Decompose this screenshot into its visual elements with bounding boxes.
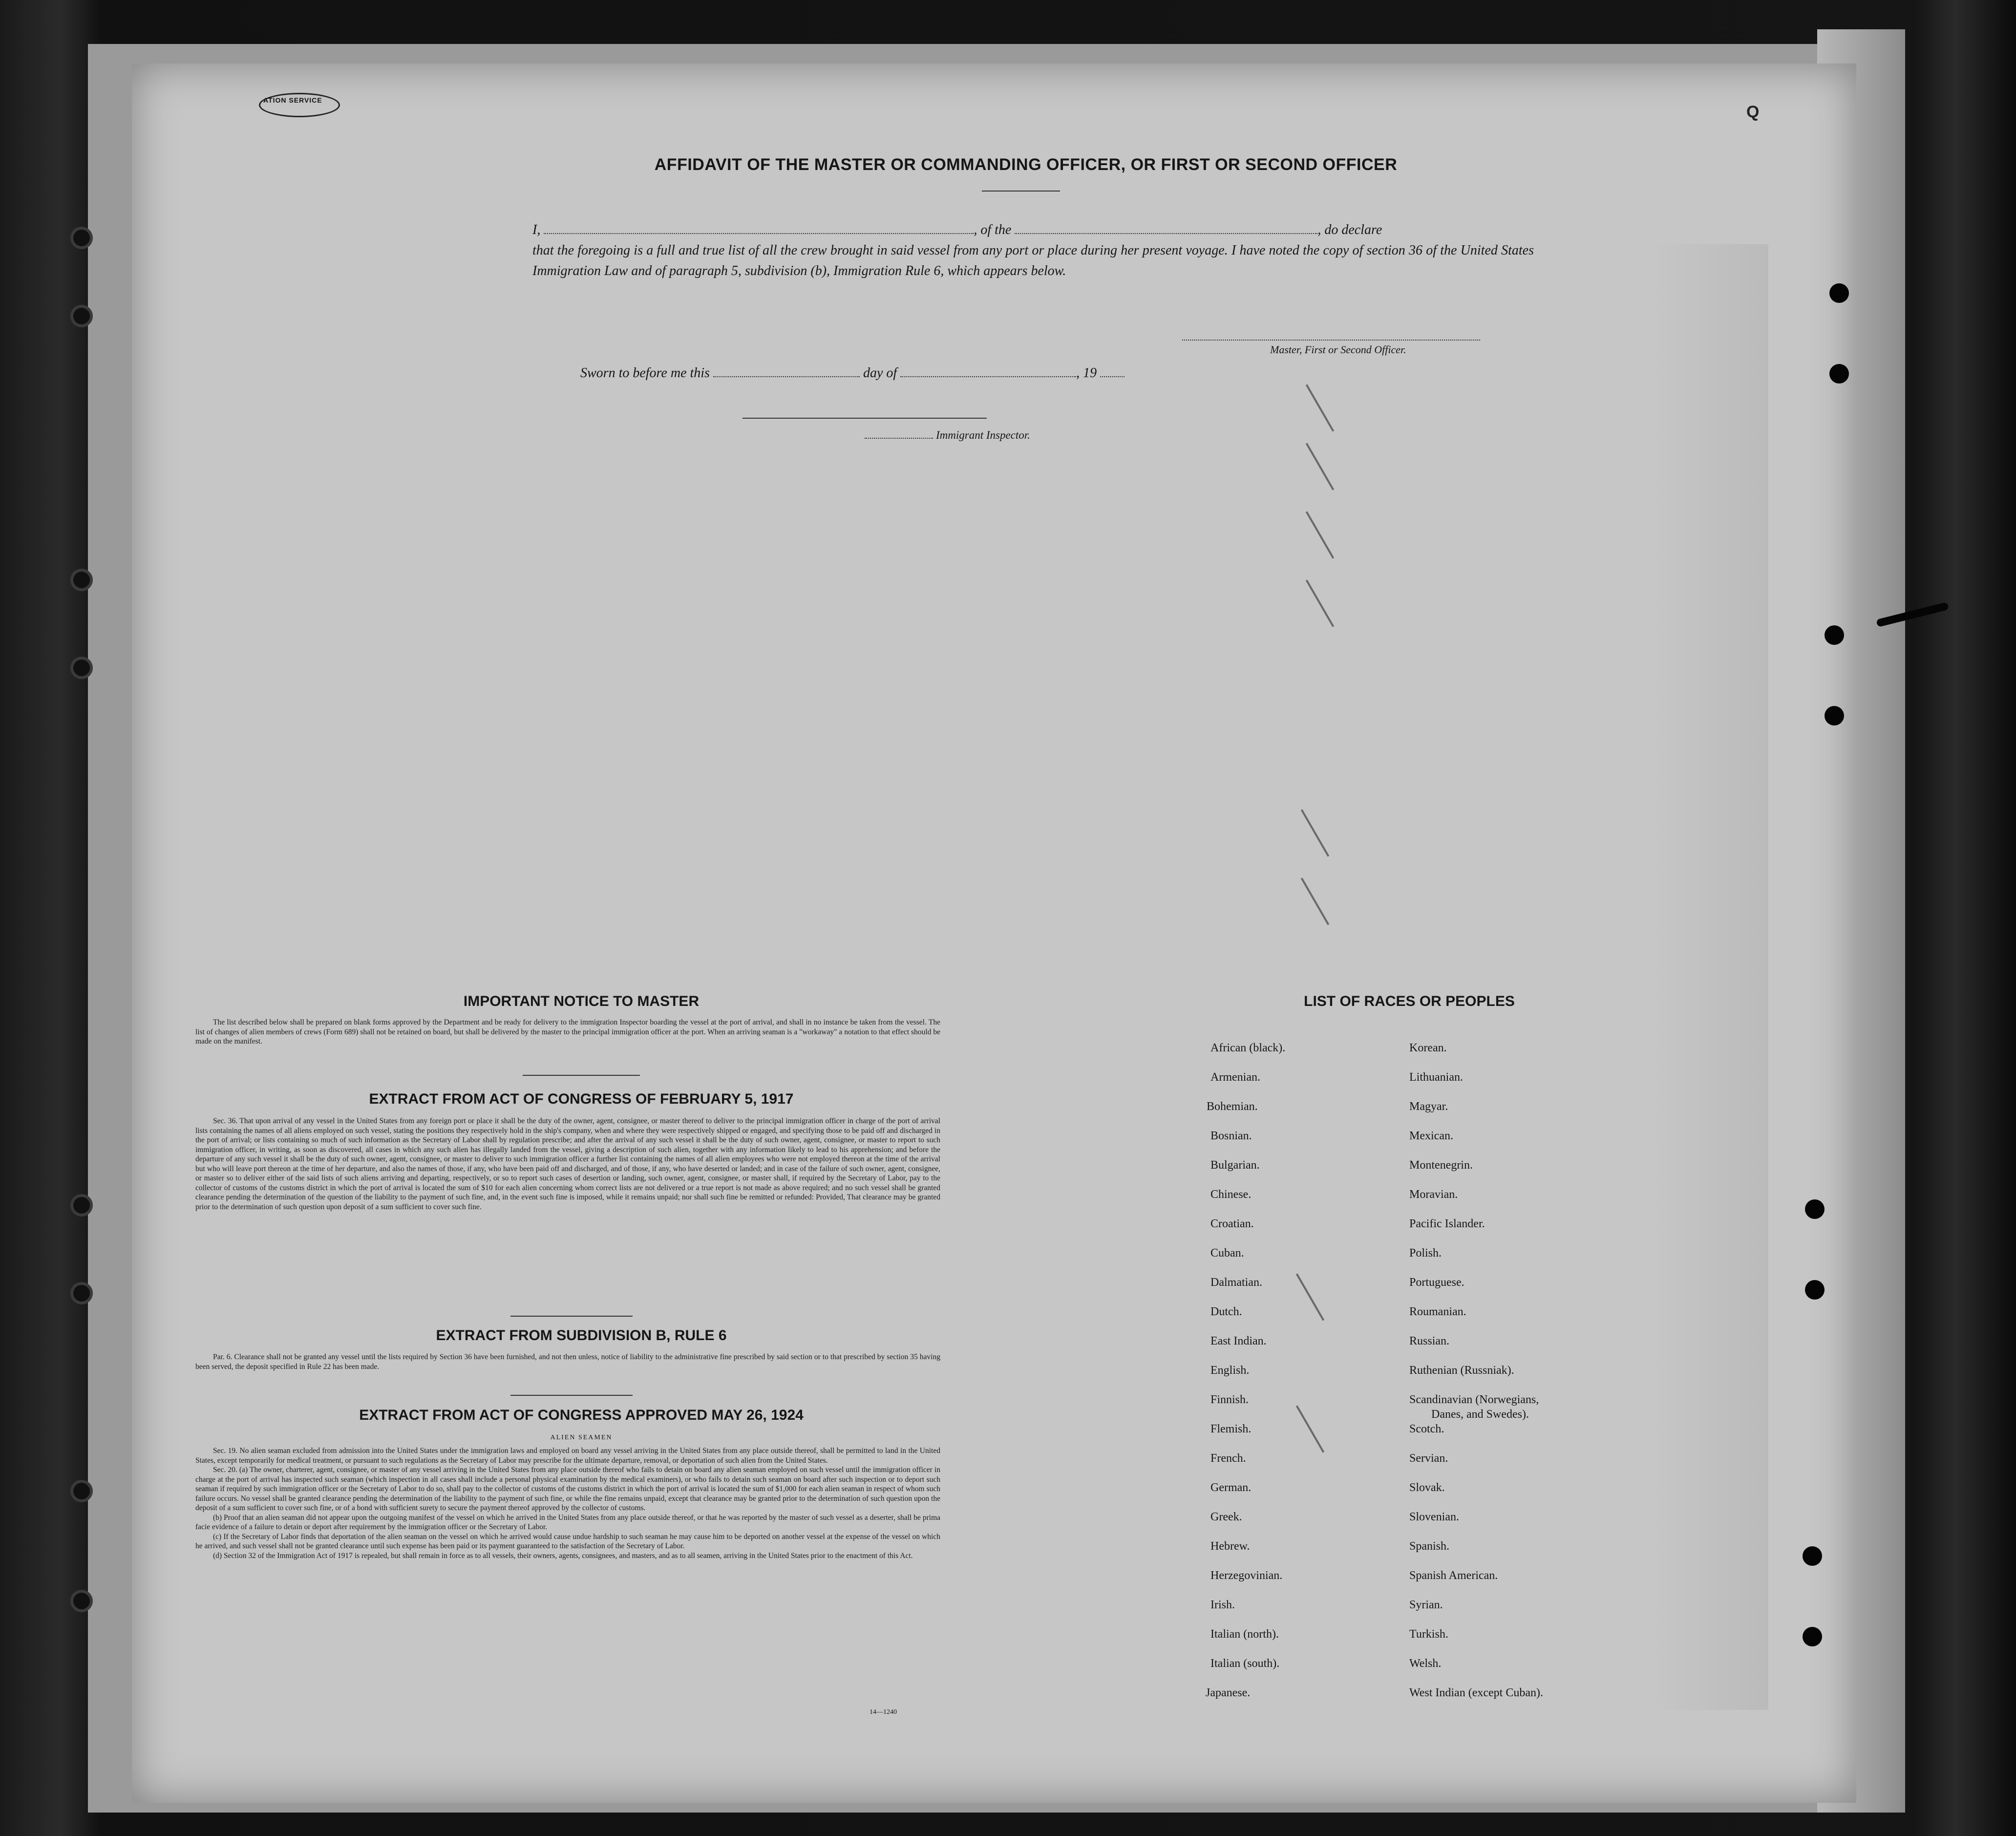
sec-20a-paragraph: Sec. 20. (a) The owner, charterer, agent, consignee, or master of any vessel arriving in the United States from any place outside thereof who fails to detain on board any alien seaman employed on such vessel until the immigration officer in charge at the port of arrival has inspected such seaman (which inspection in all cases shall include a personal physical examination by the medical examiners), or who fails to detain such seaman on board after such inspection or to deport such seaman if required by such immigration officer or the Secretary of Labor to do so, shall pay to the collector of customs of the customs district in which the port of arrival is located the sum of $1,000 for each alien seaman in respect of whom such failure occurs. No vessel shall be granted clearance pending the determination of the liability to the payment of such fine, or while the fine remains unpaid, except that clearance may be granted prior to the determination of such question upon the deposit of a sum sufficient to cover such fine, or of a bond with sufficient surety to secure the payment thereof approved by the collector of customs. (195, 1466, 940, 1512)
race-item: Italian (north). (1210, 1628, 1279, 1641)
affidavit-title: AFFIDAVIT OF THE MASTER OR COMMANDING OFFICER, OR FIRST OR SECOND OFFICER (654, 155, 1398, 174)
extract-1924-text (195, 1446, 940, 1560)
punch-hole (1829, 364, 1849, 384)
sec-19-paragraph: Sec. 19. No alien seaman excluded from admission into the United States under the immigration laws and employed on board any vessel arriving in the United States from any place outside thereof, shall be permitted to land in the United States, except temporarily for medical treatment, or pursuant to such regulations as the Secretary of Labor may prescribe for the ultimate departure, removal, or deportation of such alien from the United States. (195, 1447, 940, 1465)
extract-1924-title: EXTRACT FROM ACT OF CONGRESS APPROVED MAY 26, 1924 (359, 1407, 804, 1423)
punch-hole (1825, 706, 1844, 726)
race-item: Italian (south). (1210, 1657, 1280, 1670)
sec-20b-paragraph: (b) Proof that an alien seaman did not appear upon the outgoing manifest of the vessel on which he arrived in the United States from any place outside thereof, or that he was reported by the master of such vessel as a deserter, shall be prima facie evidence of a failure to detain or deport after requirement by the immigration officer or the Secretary of Labor. (195, 1513, 940, 1531)
race-item: African (black). (1210, 1042, 1286, 1054)
extract-1917-text (195, 1116, 940, 1212)
binder-hole (73, 1197, 90, 1214)
notice-title: IMPORTANT NOTICE TO MASTER (463, 993, 700, 1009)
signature-caption: Master, First or Second Officer. (1270, 343, 1406, 356)
sworn-label: Sworn to before me this (580, 365, 710, 381)
race-item: French. (1210, 1452, 1246, 1465)
race-item: Spanish. (1409, 1540, 1450, 1553)
race-item: Dalmatian. (1210, 1276, 1262, 1289)
race-item: Magyar. (1409, 1100, 1448, 1113)
affidavit-line-1 (532, 220, 1534, 240)
bleed-through-column (1651, 244, 1768, 1710)
affidavit-i-label: I, (532, 222, 541, 237)
inspector-caption (865, 429, 1030, 442)
affidavit-of-the-label: , of the (974, 222, 1012, 237)
inspector-signature-field[interactable] (743, 418, 987, 419)
race-item: Pacific Islander. (1409, 1217, 1485, 1230)
race-item: Armenian. (1210, 1071, 1260, 1084)
race-item: Korean. (1409, 1042, 1447, 1054)
binder-hole (73, 308, 90, 324)
section-rule (510, 1316, 633, 1317)
section-36-paragraph: Sec. 36. That upon arrival of any vessel in the United States from any foreign port or place it shall be the duty of the owner, agent, consignee, or master thereof to deliver to the principal immigration officer in charge of the port of arrival lists containing the names of all aliens employed on such vessel, stating the positions they respectively hold in the ship's company, when and where they were respectively shipped or engaged, and specifying those to be paid off and discharged in the port of arrival; or lists containing so much of such information as the Secretary of Labor shall by regulation prescribe; and after the arrival of any such vessel it shall be the duty of such owner, agent, consignee, or master to report to such immigration officer, in writing, as soon as discovered, all cases in which any such alien has illegally landed from the vessel, giving a description of such alien, together with any information likely to lead to his apprehension; and before the departure of any such vessel it shall be the duty of such owner, agent, consignee, or master to deliver to such immigration officer a further list containing the names of all alien employees who were not employed thereon at the time of the arrival but who will leave port thereon at the time of her departure, and also the names of those, if any, who have been paid off and discharged, and of those, if any, who have deserted or landed; and in case of the failure of such owner, agent, consignee, or master so to deliver either of the said lists of such aliens arriving and departing, respectively, or so to report such cases of desertion or landing, such owner, agent, consignee, or master shall, if required by the Secretary of Labor, pay to the collector of customs of the customs district in which the port of arrival is located the sum of $10 for each alien concerning whom correct lists are not delivered or a true report is not made as above required; and no such vessel shall be granted clearance pending the determination of the question of the liability to the payment of such fine, and, in the event such fine is imposed, while it remains unpaid; nor shall such fine be remitted or refunded: Provided, That clearance may be granted prior to the determination of such question upon deposit of a sum sufficient to cover such fine. (195, 1117, 940, 1211)
race-item: Ruthenian (Russniak). (1409, 1364, 1514, 1377)
race-item: Bohemian. (1207, 1100, 1258, 1113)
race-item: Chinese. (1210, 1188, 1252, 1201)
punch-hole (1829, 283, 1849, 303)
race-item: Mexican. (1409, 1130, 1453, 1142)
race-item: Dutch. (1210, 1305, 1242, 1318)
section-rule (523, 1075, 640, 1076)
race-item-continuation: Danes, and Swedes). (1431, 1408, 1529, 1421)
race-item: Bosnian. (1210, 1130, 1252, 1142)
sec-20d-paragraph: (d) Section 32 of the Immigration Act of 1917 is repealed, but shall remain in force as to all vessels, their owners, agents, consignees, and masters, and as to all seamen, arriving in the United States prior to the enactment of this Act. (213, 1551, 913, 1560)
race-item: Hebrew. (1210, 1540, 1250, 1553)
race-item: Finnish. (1210, 1393, 1249, 1406)
year-label: , 19 (1076, 365, 1097, 381)
race-item: Slovak. (1409, 1481, 1445, 1494)
inspector-label: Immigrant Inspector. (936, 429, 1030, 441)
sworn-month-field[interactable] (900, 365, 1076, 377)
race-item: Servian. (1409, 1452, 1448, 1465)
race-item: Japanese. (1206, 1687, 1251, 1699)
extract-1917-title: EXTRACT FROM ACT OF CONGRESS OF FEBRUARY 5, 1917 (369, 1091, 794, 1107)
master-signature-field[interactable] (1182, 340, 1480, 342)
race-item: Scotch. (1409, 1423, 1444, 1435)
binder-hole (73, 1593, 90, 1609)
sworn-day-field[interactable] (713, 365, 860, 377)
extract-rule6-text (195, 1352, 940, 1371)
binder-hole (73, 230, 90, 246)
affidavit-declare-label: , do declare (1317, 222, 1382, 237)
race-item: Montenegrin. (1409, 1159, 1473, 1172)
race-item: Spanish American. (1409, 1569, 1498, 1582)
race-item: Herzegovinian. (1210, 1569, 1283, 1582)
race-item: Moravian. (1409, 1188, 1458, 1201)
notice-text (195, 1018, 940, 1046)
race-item: Lithuanian. (1409, 1071, 1463, 1084)
race-item: Roumanian. (1409, 1305, 1466, 1318)
alien-seamen-subtitle: ALIEN SEAMEN (550, 1434, 613, 1441)
ink-stamp (259, 93, 340, 117)
extract-rule6-title: EXTRACT FROM SUBDIVISION B, RULE 6 (436, 1327, 727, 1344)
race-item: Flemish. (1210, 1423, 1252, 1435)
notice-paragraph: The list described below shall be prepared on blank forms approved by the Department and be ready for delivery to the immigration Inspector boarding the vessel at the port of arrival, and shall in no instance be taken from the vessel. The list of changes of alien members of crews (Form 689) shall not be retained on board, but shall be delivered by the master to the principal immigration officer at the port. When an arriving seaman is a "workaway" a notation to that effect should be made on the manifest. (195, 1018, 940, 1046)
rule6-paragraph: Par. 6. Clearance shall not be granted any vessel until the lists required by Section 36 have been furnished, and not then unless, notice of liability to the administrative fine prescribed by said section or to that prescribed by section 35 having been served, the deposit specified in Rule 22 has been made. (195, 1353, 940, 1371)
race-item: Portuguese. (1409, 1276, 1464, 1289)
race-item: Bulgarian. (1210, 1159, 1260, 1172)
race-item: Scandinavian (Norwegians, (1409, 1393, 1539, 1406)
punch-hole (1805, 1280, 1825, 1300)
binder-hole (73, 1285, 90, 1302)
race-item: Welsh. (1409, 1657, 1442, 1670)
race-item: Syrian. (1409, 1599, 1443, 1611)
inspector-leader (865, 438, 933, 439)
race-item: East Indian. (1210, 1335, 1267, 1347)
section-rule (510, 1395, 633, 1396)
races-title: LIST OF RACES OR PEOPLES (1304, 993, 1515, 1009)
page-mark: Q (1746, 103, 1760, 121)
race-item: English. (1210, 1364, 1250, 1377)
race-item: German. (1210, 1481, 1252, 1494)
race-item: West Indian (except Cuban). (1409, 1687, 1543, 1699)
punch-hole (1803, 1627, 1822, 1646)
sec-20c-paragraph: (c) If the Secretary of Labor finds that deportation of the alien seaman on the vessel on which he arrived would cause undue hardship to such seaman he may cause him to be deported on another vessel at the expense of the vessel on which he arrived, and such vessel shall not be granted clearance until such expense has been paid or its payment guaranteed to the satisfaction of the Secretary of Labor. (195, 1532, 940, 1550)
affidavit-declaration: that the foregoing is a full and true list of all the crew brought in said vessel from any port or place during her present voyage. I have noted the copy of section 36 of the United States Immigration Law and of paragraph 5, subdivision (b), Immigration Rule 6, which appears below. (532, 243, 1534, 278)
race-item: Slovenian. (1409, 1511, 1459, 1523)
punch-hole (1825, 625, 1844, 645)
master-name-field[interactable] (544, 222, 974, 234)
binder-hole (73, 1483, 90, 1499)
race-item: Cuban. (1210, 1247, 1244, 1260)
vessel-name-field[interactable] (1015, 222, 1317, 234)
form-number: 14—1240 (870, 1708, 897, 1716)
punch-hole (1803, 1546, 1822, 1566)
sworn-year-field[interactable] (1100, 365, 1125, 377)
race-item: Turkish. (1409, 1628, 1448, 1641)
affidavit-body (532, 220, 1534, 281)
title-rule (982, 191, 1060, 192)
binder-hole (73, 660, 90, 676)
punch-hole (1805, 1199, 1825, 1219)
stamp-text: ATION SERVICE (263, 96, 322, 104)
sworn-row (580, 365, 1125, 381)
race-item: Irish. (1210, 1599, 1235, 1611)
race-item: Polish. (1409, 1247, 1442, 1260)
race-item: Croatian. (1210, 1217, 1254, 1230)
race-item: Greek. (1210, 1511, 1242, 1523)
binder-hole (73, 572, 90, 588)
race-item: Russian. (1409, 1335, 1450, 1347)
day-of-label: day of (863, 365, 897, 381)
